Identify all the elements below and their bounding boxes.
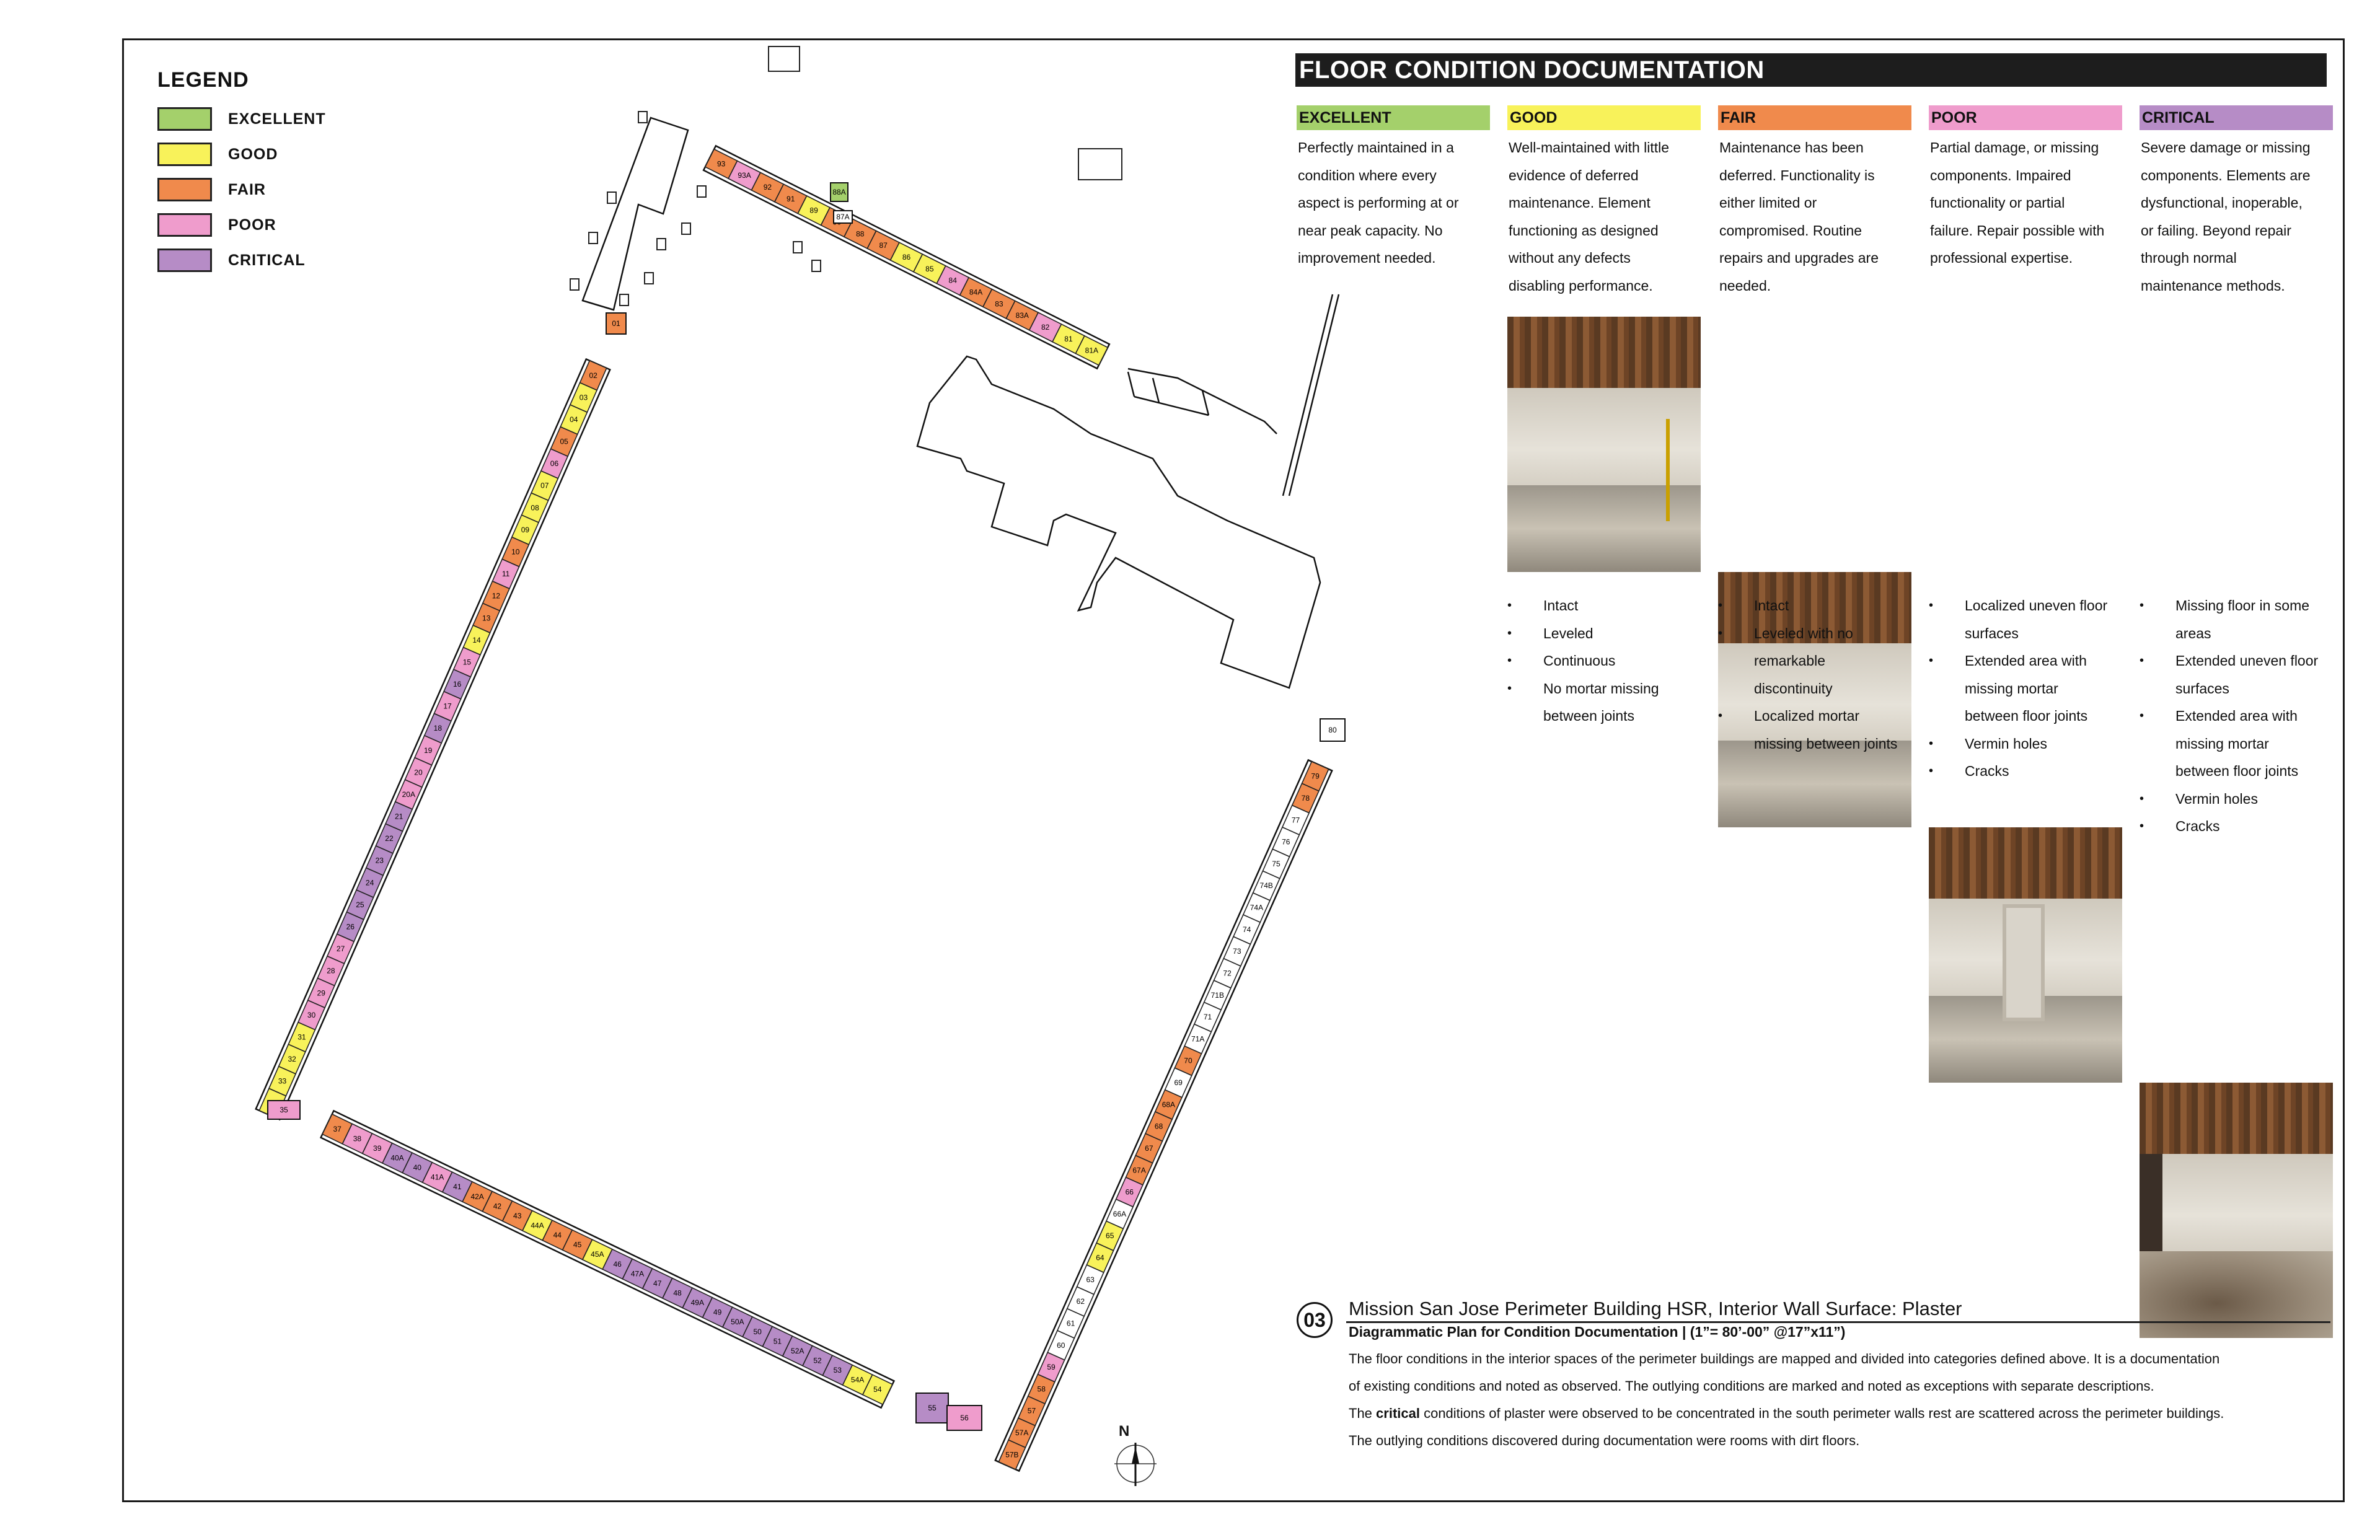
criteria-item [1507, 592, 1712, 620]
room-label: 45 [573, 1240, 582, 1249]
description-line: maintenance methods. [2141, 277, 2285, 294]
description-line: improvement needed. [1298, 250, 1436, 266]
room-label: 44A [531, 1221, 544, 1230]
room-label: 24 [365, 878, 374, 887]
room-label: 66A [1113, 1209, 1127, 1218]
room-label: 27 [336, 944, 345, 954]
description-line: failure. Repair possible with [1930, 222, 2105, 239]
category-critical [2140, 105, 2333, 299]
room-label: 14 [472, 635, 481, 645]
room-label: 30 [307, 1010, 316, 1019]
description-line-4: The outlying conditions discovered during documentation were rooms with dirt floors. [1349, 1433, 1860, 1448]
room-label: 88A [832, 188, 846, 196]
description-line: Perfectly maintained in a [1298, 139, 1454, 156]
description-line: needed. [1719, 277, 1771, 294]
ruin-block [682, 223, 690, 234]
description-line: functionality or partial [1930, 195, 2065, 211]
room-label: 93 [716, 159, 726, 169]
room-label: 37 [333, 1124, 342, 1133]
description-line: functioning as designed [1509, 222, 1659, 239]
fence-line [1283, 294, 1339, 496]
room-label: 17 [443, 702, 452, 711]
category-poor [1929, 105, 2122, 272]
nw-building-outline [583, 118, 688, 310]
criteria-item [2140, 647, 2344, 702]
room-label: 50 [753, 1327, 762, 1336]
room-label: 38 [353, 1134, 362, 1143]
room-label: 16 [453, 680, 462, 689]
room-label: 80 [1328, 726, 1337, 734]
room-label: 71 [1203, 1013, 1212, 1022]
room-label: 68 [1154, 1122, 1163, 1131]
room-label: 75 [1272, 859, 1280, 868]
outbuilding-lines [1128, 372, 1209, 415]
room-label: 84 [948, 276, 957, 285]
room-label: 92 [763, 183, 772, 192]
criteria-item [2140, 592, 2344, 647]
room-label: 74 [1242, 925, 1251, 934]
legend-label: POOR [228, 216, 276, 234]
criteria-item [2140, 702, 2344, 785]
room-label: 15 [462, 658, 472, 667]
criteria-line: • Leveled with no [1754, 625, 1853, 641]
sheet-number: 03 [1297, 1302, 1333, 1338]
category-heading: GOOD [1507, 105, 1701, 130]
room-label: 51 [773, 1337, 782, 1346]
room-label: 20 [414, 768, 423, 777]
criteria-line: missing mortar [2175, 735, 2269, 752]
room-label: 28 [327, 966, 335, 975]
room-label: 81 [1064, 334, 1073, 343]
page-title: FLOOR CONDITION DOCUMENTATION [1295, 53, 2327, 87]
room-label: 57 [1027, 1406, 1036, 1415]
description-line-2: of existing conditions and noted as observed. The outlying conditions are marked and noted as exceptions with separate descriptions. [1349, 1378, 2154, 1394]
ruin-block [607, 192, 616, 203]
room-label: 89 [809, 206, 818, 215]
room-label: 52 [813, 1356, 822, 1365]
room-label: 71B [1210, 990, 1224, 1000]
description-post: conditions of plaster were observed to be concentrated in the south perimeter walls rest are scattered across the perimeter buildings. [1419, 1406, 2224, 1421]
ruin-block [638, 112, 647, 123]
description-line: components. Impaired [1930, 167, 2071, 183]
criteria-line: • Intact [1754, 597, 1789, 614]
description-line: evidence of deferred [1509, 167, 1639, 183]
title-rule [1346, 1321, 2330, 1323]
room-label: 62 [1076, 1297, 1085, 1306]
criteria-line: between floor joints [1965, 708, 2088, 724]
description-line-1: The floor conditions in the interior spaces of the perimeter buildings are mapped and divided into categories defined above. It is a documentation [1349, 1351, 2220, 1366]
room-label: 59 [1047, 1363, 1056, 1372]
criteria-line: • Cracks [2175, 818, 2220, 834]
criteria-line: • Continuous [1543, 653, 1616, 669]
description-line: compromised. Routine [1719, 222, 1862, 239]
criteria-item [2140, 785, 2344, 813]
north-arrow [1114, 1443, 1157, 1486]
room-label: 04 [570, 415, 578, 424]
room-label: 41A [430, 1173, 444, 1182]
ruin-block [657, 239, 666, 250]
room-label: 52A [791, 1346, 804, 1355]
room-label: 40 [413, 1163, 421, 1173]
ruin-block [645, 273, 653, 284]
ruin-outline [1078, 149, 1122, 180]
criteria-line: • Leveled [1543, 625, 1593, 641]
room-label: 73 [1233, 947, 1241, 956]
description-line: deferred. Functionality is [1719, 167, 1875, 183]
room-label: 93A [738, 171, 751, 180]
room-label: 49 [713, 1308, 722, 1317]
room-label: 63 [1086, 1275, 1095, 1284]
description-line: near peak capacity. No [1298, 222, 1443, 239]
room-label: 50A [731, 1318, 744, 1327]
category-heading: POOR [1929, 105, 2122, 130]
criteria-item [1929, 757, 2133, 785]
room-label: 21 [394, 812, 403, 821]
room-label: 22 [385, 834, 394, 843]
room-label: 41 [453, 1182, 462, 1192]
criteria-line: missing between joints [1754, 735, 1898, 752]
category-description [2140, 134, 2333, 299]
criteria-item [1507, 675, 1712, 730]
room-label: 87 [879, 241, 888, 250]
criteria-line: • Missing floor in some [2175, 597, 2310, 614]
room-label: 56 [960, 1414, 969, 1422]
description-line: maintenance. Element [1509, 195, 1651, 211]
criteria-line: • No mortar missing [1543, 680, 1659, 697]
room-label: 26 [346, 922, 355, 931]
room-label: 57A [1015, 1428, 1029, 1438]
description-line: dysfunctional, inoperable, [2141, 195, 2303, 211]
description-line: repairs and upgrades are [1719, 250, 1879, 266]
description-line: through normal [2141, 250, 2237, 266]
room-label: 47A [630, 1269, 645, 1278]
room-label: 65 [1106, 1231, 1114, 1241]
ruin-block [697, 186, 706, 197]
condition-photo [2140, 1083, 2333, 1338]
criteria-line: • Intact [1543, 597, 1579, 614]
criteria-item [1929, 730, 2133, 758]
room-label: 25 [356, 900, 364, 909]
room-label: 47 [653, 1278, 662, 1288]
condition-criteria [2140, 592, 2344, 840]
criteria-line: discontinuity [1754, 680, 1833, 697]
criteria-line: • Cracks [1965, 763, 2009, 779]
criteria-line: • Extended uneven floor [2175, 653, 2319, 669]
room-label: 74A [1250, 903, 1264, 912]
room-label: 20A [402, 790, 415, 799]
criteria-line: • Vermin holes [1965, 735, 2047, 752]
room-label: 32 [288, 1055, 296, 1064]
room-label: 48 [673, 1288, 682, 1298]
north-label: N [1119, 1423, 1130, 1440]
room-label: 43 [513, 1211, 522, 1220]
room-label: 83A [1015, 311, 1029, 320]
room-label: 77 [1291, 816, 1300, 825]
criteria-item [2140, 812, 2344, 840]
room-label: 09 [521, 525, 530, 534]
room-label: 46 [613, 1259, 622, 1269]
criteria-line: between joints [1543, 708, 1635, 724]
description-line: condition where every [1298, 167, 1437, 183]
category-heading: EXCELLENT [1297, 105, 1490, 130]
category-excellent [1297, 105, 1490, 272]
description-line: either limited or [1719, 195, 1817, 211]
legend-label: FAIR [228, 180, 266, 198]
description-line: components. Elements are [2141, 167, 2311, 183]
sheet-title: Mission San Jose Perimeter Building HSR, Interior Wall Surface: Plaster [1349, 1298, 1962, 1319]
ruin-outline [769, 46, 800, 71]
room-label: 05 [560, 437, 568, 446]
criteria-line: • Localized uneven floor [1965, 597, 2108, 614]
criteria-line: • Localized mortar [1754, 708, 1860, 724]
room-label: 76 [1282, 837, 1290, 847]
room-label: 58 [1037, 1384, 1046, 1394]
room-label: 45A [591, 1250, 604, 1259]
description-line: without any defects [1509, 250, 1631, 266]
criteria-item [1718, 702, 1923, 757]
description-line: aspect is performing at or [1298, 195, 1459, 211]
description-line: Severe damage or missing [2141, 139, 2311, 156]
category-heading: FAIR [1718, 105, 1911, 130]
room-label: 33 [278, 1076, 287, 1086]
room-label: 74B [1259, 881, 1273, 891]
description-line: or failing. Beyond repair [2141, 222, 2291, 239]
room-label: 83 [995, 299, 1003, 309]
description-line: Maintenance has been [1719, 139, 1864, 156]
criteria-line: between floor joints [2175, 763, 2299, 779]
room-label: 60 [1057, 1340, 1065, 1350]
room-label: 61 [1066, 1319, 1075, 1328]
criteria-item [1718, 592, 1923, 620]
room-label: 10 [511, 547, 520, 557]
room-label: 29 [317, 988, 325, 998]
room-label: 85 [925, 264, 934, 273]
room-label: 44 [553, 1231, 562, 1240]
description-line-3 [1349, 1406, 2334, 1422]
room-label: 67A [1132, 1166, 1146, 1175]
room-label: 71A [1191, 1034, 1205, 1044]
room-label: 53 [833, 1366, 842, 1375]
criteria-line: remarkable [1754, 653, 1826, 669]
description-bold: critical [1376, 1406, 1420, 1421]
category-heading: CRITICAL [2140, 105, 2333, 130]
legend-label: GOOD [228, 145, 278, 163]
criteria-line: areas [2175, 625, 2211, 641]
room-label: 69 [1174, 1078, 1183, 1088]
room-label: 78 [1301, 793, 1310, 803]
ruin-block [570, 279, 579, 290]
ruin-block [793, 242, 802, 253]
room-label: 72 [1223, 969, 1232, 978]
criteria-item [1929, 592, 2133, 647]
room-label: 64 [1096, 1253, 1104, 1262]
room-label: 81A [1085, 346, 1099, 355]
room-label: 91 [787, 194, 795, 203]
criteria-line: • Extended area with [1965, 653, 2087, 669]
category-fair [1718, 105, 1911, 299]
room-label: 02 [589, 371, 597, 380]
category-description [1507, 134, 1701, 299]
room-label: 70 [1184, 1056, 1192, 1065]
criteria-item [1507, 647, 1712, 675]
legend-label: CRITICAL [228, 251, 306, 269]
room-label: 19 [423, 746, 433, 755]
condition-criteria [1718, 592, 1923, 757]
room-label: 54A [850, 1375, 865, 1384]
condition-photo [1507, 317, 1701, 572]
criteria-item [1929, 647, 2133, 730]
condition-photo [1929, 827, 2122, 1083]
room-label: 12 [491, 591, 501, 601]
room-label: 39 [373, 1143, 382, 1153]
room-label: 82 [1041, 322, 1050, 332]
room-label: 40A [390, 1153, 404, 1163]
criteria-line: missing mortar [1965, 680, 2058, 697]
criteria-item [1507, 620, 1712, 648]
room-label: 84A [969, 288, 983, 297]
room-label: 11 [501, 570, 510, 579]
category-description [1297, 134, 1490, 272]
room-label: 13 [482, 614, 491, 623]
room-label: 86 [902, 253, 911, 262]
sheet-subtitle: Diagrammatic Plan for Condition Documentation | (1”= 80’-00” @17”x11”) [1349, 1324, 1846, 1340]
condition-criteria [1507, 592, 1712, 730]
room-label: 66 [1125, 1187, 1134, 1197]
ruin-block [589, 232, 597, 244]
room-label: 01 [612, 319, 620, 328]
criteria-line: surfaces [1965, 625, 2019, 641]
description-line: Well-maintained with little [1509, 139, 1670, 156]
room-label: 31 [298, 1032, 306, 1042]
criteria-line: • Vermin holes [2175, 790, 2258, 807]
room-label: 79 [1311, 772, 1320, 781]
category-good [1507, 105, 1701, 299]
category-description [1929, 134, 2122, 272]
ruin-block [620, 294, 628, 306]
room-label: 87A [836, 213, 850, 221]
description-line: Partial damage, or missing [1930, 139, 2099, 156]
room-label: 18 [433, 724, 443, 733]
room-label: 68A [1161, 1100, 1176, 1109]
room-label: 54 [873, 1385, 882, 1394]
room-label: 03 [579, 393, 588, 402]
room-label: 49A [690, 1298, 704, 1308]
room-label: 08 [531, 503, 539, 513]
description-line: disabling performance. [1509, 277, 1653, 294]
church-outline [917, 356, 1320, 688]
room-label: 67 [1145, 1143, 1153, 1153]
description-line: professional expertise. [1930, 250, 2073, 266]
category-description [1718, 134, 1911, 299]
condition-criteria [1929, 592, 2133, 785]
room-label: 42A [470, 1192, 484, 1201]
criteria-line: • Extended area with [2175, 708, 2298, 724]
room-label: 35 [280, 1106, 288, 1114]
room-label: 06 [550, 459, 559, 469]
room-label: 42 [493, 1202, 502, 1211]
ruin-block [812, 260, 821, 271]
room-label: 55 [928, 1404, 937, 1412]
room-label: 57B [1005, 1450, 1019, 1459]
room-label: 88 [856, 229, 865, 239]
description-pre: The [1349, 1406, 1377, 1421]
room-label: 07 [540, 481, 549, 490]
criteria-item [1718, 620, 1923, 703]
legend-label: EXCELLENT [228, 110, 326, 128]
legend-title: LEGEND [157, 68, 249, 92]
room-label: 23 [375, 856, 384, 865]
criteria-line: surfaces [2175, 680, 2229, 697]
